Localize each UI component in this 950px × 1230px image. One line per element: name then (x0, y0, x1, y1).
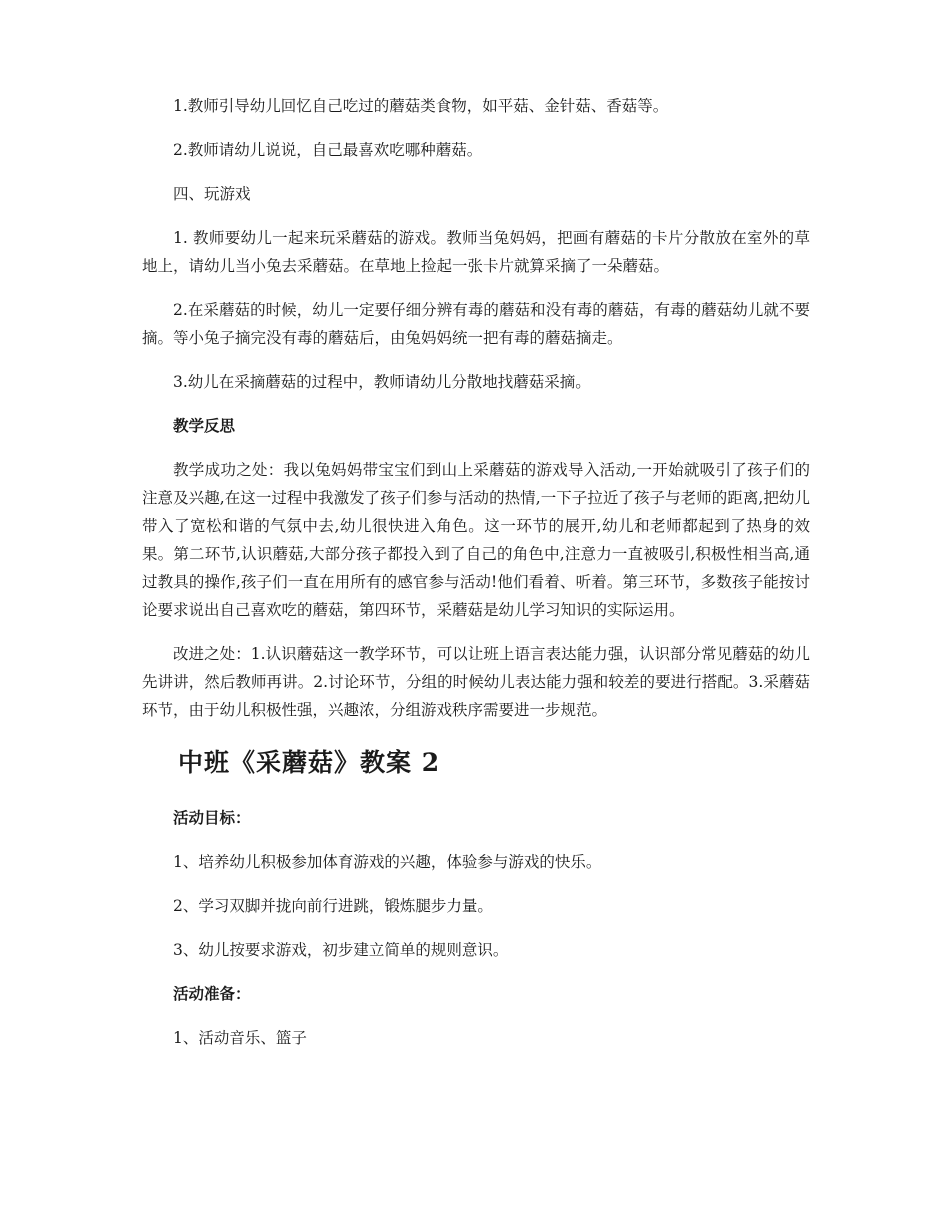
paragraph-game-1: 1. 教师要幼儿一起来玩采蘑菇的游戏。教师当兔妈妈，把画有蘑菇的卡片分散放在室外的草地上，请幼儿当小兔去采蘑菇。在草地上捡起一张卡片就算采摘了一朵蘑菇。 (142, 229, 810, 275)
goal-item: 3、幼儿按要求游戏，初步建立简单的规则意识。 (173, 941, 509, 959)
paragraph-game-3: 3.幼儿在采摘蘑菇的过程中，教师请幼儿分散地找蘑菇采摘。 (173, 373, 591, 391)
paragraph-game-2: 2.在采蘑菇的时候，幼儿一定要仔细分辨有毒的蘑菇和没有毒的蘑菇，有毒的蘑菇幼儿就不要摘。等小兔子摘完没有毒的蘑菇后，由兔妈妈统一把有毒的蘑菇摘走。 (142, 301, 810, 347)
section-title: 中班《采蘑菇》教案 2 (178, 748, 441, 777)
goal-item: 2、学习双脚并拢向前行进跳，锻炼腿步力量。 (173, 897, 493, 915)
goals-heading: 活动目标： (173, 808, 251, 827)
prep-heading: 活动准备： (173, 984, 251, 1003)
reflection-heading: 教学反思 (173, 416, 236, 435)
document-page (142, 92, 810, 1052)
reflection-success: 教学成功之处：我以兔妈妈带宝宝们到山上采蘑菇的游戏导入活动,一开始就吸引了孩子们的注意及兴趣,在这一过程中我激发了孩子们参与活动的热情,一下子拉近了孩子与老师的距离,把幼儿带入了宽松和谐的气氛中去,幼儿很快进入角色。这一环节的展开,幼儿和老师都起到了热身的效果。第二环节,认识蘑菇,大部分孩子都投入到了自己的角色中,注意力一直被吸引,积极性相当高,通过教具的操作,孩子们一直在用所有的感官参与活动!他们看着、听着。第三环节，多数孩子能按讨论要求说出自己喜欢吃的蘑菇，第四环节，采蘑菇是幼儿学习知识的实际运用。 (142, 461, 810, 619)
goal-item: 1、培养幼儿积极参加体育游戏的兴趣，体验参与游戏的快乐。 (173, 853, 602, 871)
reflection-improve: 改进之处：1.认识蘑菇这一教学环节，可以让班上语言表达能力强，认识部分常见蘑菇的幼儿先讲讲，然后教师再讲。2.讨论环节，分组的时候幼儿表达能力强和较差的要进行搭配。3.采蘑菇环节，由于幼儿积极性强，兴趣浓，分组游戏秩序需要进一步规范。 (142, 645, 810, 719)
section-play-game: 四、玩游戏 (173, 185, 251, 203)
paragraph-favorite: 2.教师请幼儿说说，自己最喜欢吃哪种蘑菇。 (173, 141, 483, 159)
prep-item: 1、活动音乐、篮子 (173, 1029, 307, 1047)
paragraph-recall: 1.教师引导幼儿回忆自己吃过的蘑菇类食物，如平菇、金针菇、香菇等。 (173, 97, 669, 115)
